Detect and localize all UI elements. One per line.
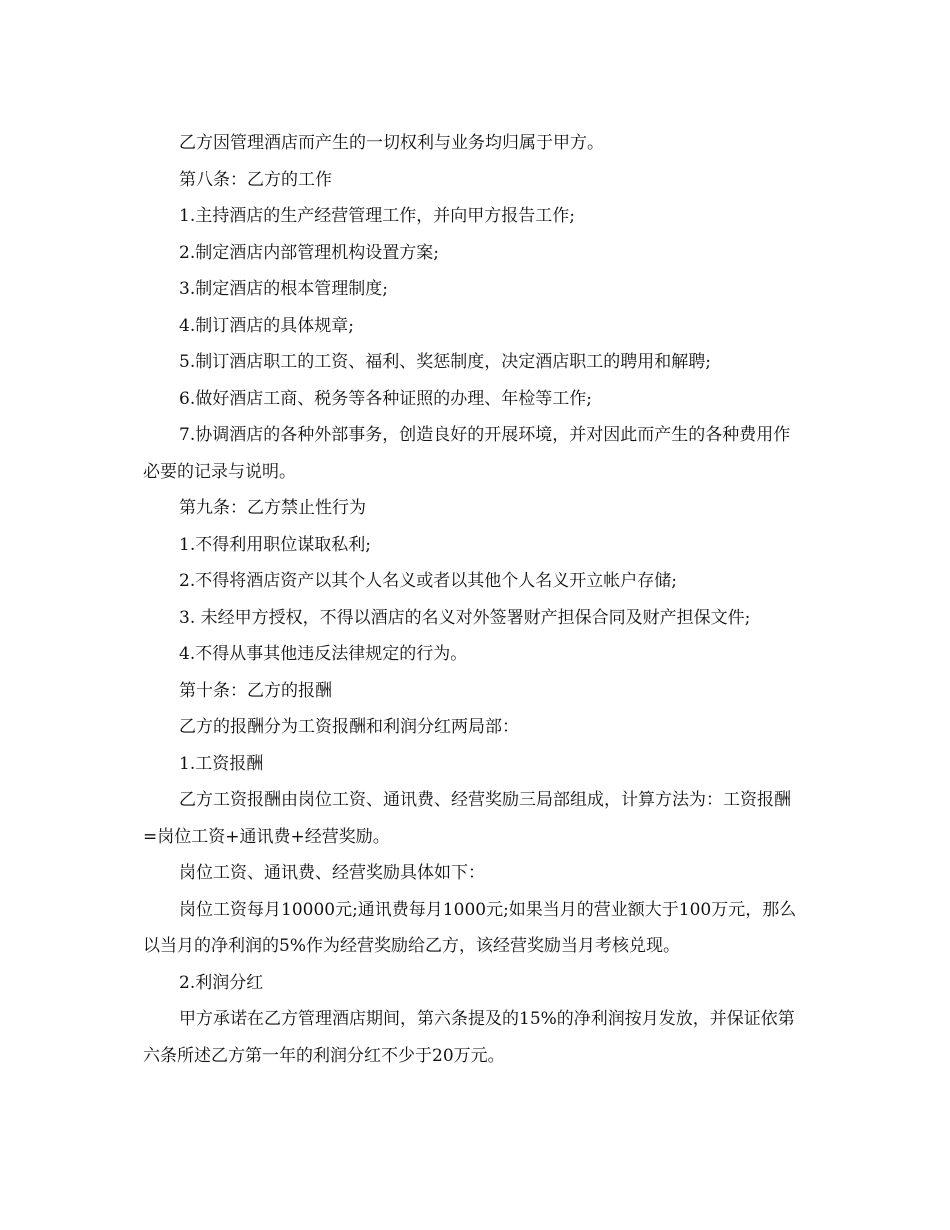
list-item-8-3: 3.制定酒店的根本管理制度; xyxy=(179,279,388,299)
list-item-8-2: 2.制定酒店内部管理机构设置方案; xyxy=(179,242,439,263)
heading-article-8: 第八条：乙方的工作 xyxy=(179,169,332,190)
list-item-9-2: 2.不得将酒店资产以其个人名义或者以其他个人名义开立帐户存储; xyxy=(179,571,677,591)
list-item-8-7: 7.协调酒店的各种外部事务，创造良好的开展环境，并对因此而产生的各种费用作必要的记录与说明。 xyxy=(143,425,791,482)
list-item-9-3: 3. 未经甲方授权，不得以酒店的名义对外签署财产担保合同及财产担保文件; xyxy=(179,607,751,628)
list-item-9-1: 1.不得利用职位谋取私利; xyxy=(179,534,371,555)
paragraph-profit-share: 甲方承诺在乙方管理酒店期间，第六条提及的15%的净利润按月发放，并保证依第六条所述乙方第一年的利润分红不少于20万元。 xyxy=(143,1009,795,1066)
heading-article-9: 第九条：乙方禁止性行为 xyxy=(179,498,366,518)
paragraph-salary-details: 岗位工资每月10000元;通讯费每月1000元;如果当月的营业额大于100万元，那么以当月的净利润的5%作为经营奖励给乙方，该经营奖励当月考核兑现。 xyxy=(143,899,797,956)
paragraph-compensation-intro: 乙方的报酬分为工资报酬和利润分红两局部： xyxy=(179,717,519,737)
list-item-8-6: 6.做好酒店工商、税务等各种证照的办理、年检等工作; xyxy=(179,388,592,409)
paragraph-salary-details-intro: 岗位工资、通讯费、经营奖励具体如下： xyxy=(179,863,485,883)
paragraph-salary-formula: 乙方工资报酬由岗位工资、通讯费、经营奖励三局部组成，计算方法为：工资报酬=岗位工资+通讯费+经营奖励。 xyxy=(143,790,791,847)
paragraph-rights: 乙方因管理酒店而产生的一切权利与业务均归属于甲方。 xyxy=(179,133,604,153)
subheading-profit-share: 2.利润分红 xyxy=(179,972,264,993)
list-item-8-4: 4.制订酒店的具体规章; xyxy=(179,315,354,336)
list-item-8-5: 5.制订酒店职工的工资、福利、奖惩制度，决定酒店职工的聘用和解聘; xyxy=(179,352,711,372)
list-item-9-4: 4.不得从事其他违反法律规定的行为。 xyxy=(179,644,468,664)
heading-article-10: 第十条：乙方的报酬 xyxy=(179,680,332,701)
subheading-salary: 1.工资报酬 xyxy=(179,753,264,774)
list-item-8-1: 1.主持酒店的生产经营管理工作，并向甲方报告工作; xyxy=(179,206,575,226)
document-body xyxy=(143,125,803,1074)
